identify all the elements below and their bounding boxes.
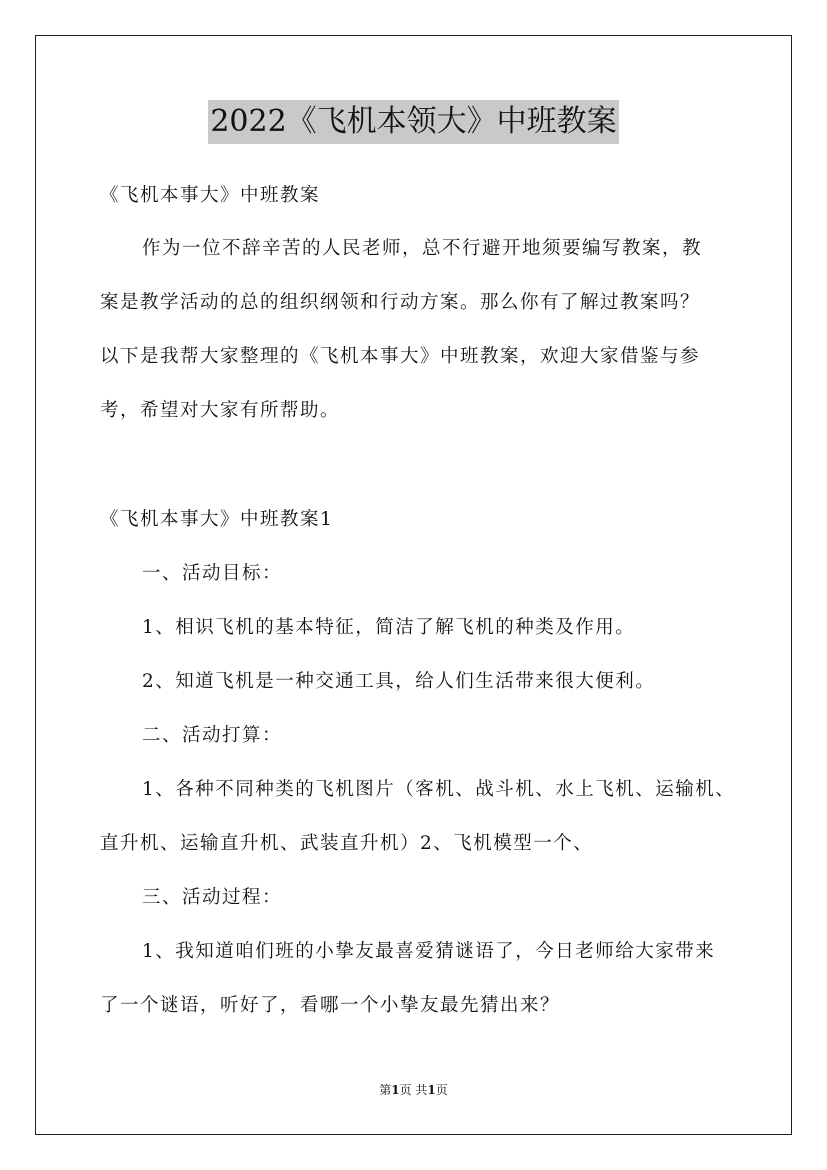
goal-item-2: 2、知道飞机是一种交通工具，给人们生活带来很大便利。 [142,671,656,692]
intro-line-4: 考，希望对大家有所帮助。 [100,400,341,421]
footer-page-mid: 页 共 [399,1083,428,1097]
intro-line-1: 作为一位不辞辛苦的人民老师，总不行避开地须要编写教案，教 [142,238,703,259]
intro-line-2: 案是教学活动的总的组织纲领和行动方案。那么你有了解过教案吗？ [100,292,701,313]
footer-page-number: 1 [391,1083,400,1097]
prep-line-1: 1、各种不同种类的飞机图片（客机、战斗机、水上飞机、运输机、 [142,779,736,800]
document-subtitle: 《飞机本事大》中班教案 [100,185,321,206]
footer-page-prefix: 第 [379,1083,392,1097]
heading-preparation: 二、活动打算： [142,725,283,746]
heading-goals: 一、活动目标： [142,563,283,584]
goal-item-1: 1、相识飞机的基本特征，简洁了解飞机的种类及作用。 [142,617,636,638]
heading-process: 三、活动过程： [142,887,283,908]
page-footer [0,1082,827,1098]
process-line-2: 了一个谜语，听好了，看哪一个小挚友最先猜出来？ [100,995,561,1016]
process-line-1: 1、我知道咱们班的小挚友最喜爱猜谜语了，今日老师给大家带来 [142,941,716,962]
prep-line-2: 直升机、运输直升机、武装直升机）2、飞机模型一个、 [100,833,594,854]
footer-page-total: 1 [427,1083,436,1097]
intro-line-3: 以下是我帮大家整理的《飞机本事大》中班教案，欢迎大家借鉴与参 [100,346,701,367]
title-container [0,100,827,144]
footer-page-suffix: 页 [435,1083,448,1097]
document-title: 2022《飞机本领大》中班教案 [208,100,618,144]
section-title: 《飞机本事大》中班教案1 [100,509,334,530]
